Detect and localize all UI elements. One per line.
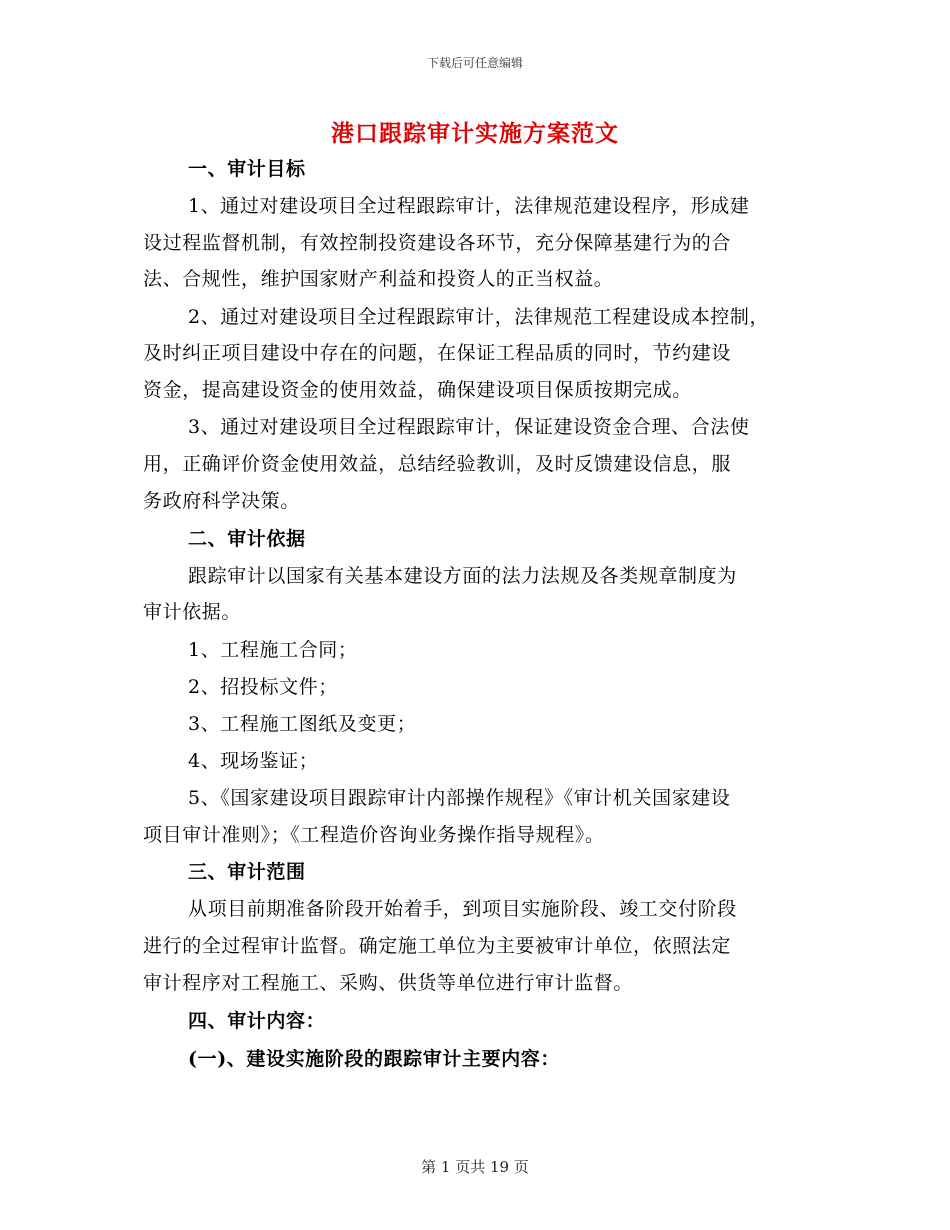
- subsection-heading: (一)、建设实施阶段的跟踪审计主要内容：: [188, 1048, 560, 1070]
- paragraph-line: 设过程监督机制，有效控制投资建设各环节，充分保障基建行为的合: [143, 232, 732, 254]
- list-item: 4、现场鉴证；: [188, 750, 319, 772]
- section-heading-2: 二、审计依据: [188, 528, 306, 550]
- section-heading-4: 四、审计内容：: [188, 1010, 326, 1032]
- document-title: 港口跟踪审计实施方案范文: [331, 120, 619, 147]
- paragraph-line: 3、通过对建设项目全过程跟踪审计，保证建设资金合理、合法使: [188, 416, 750, 438]
- list-item: 1、工程施工合同；: [188, 639, 358, 661]
- list-item: 2、招投标文件；: [188, 676, 338, 698]
- paragraph-line: 审计依据。: [143, 601, 242, 623]
- paragraph-line: 进行的全过程审计监督。确定施工单位为主要被审计单位，依照法定: [143, 935, 732, 957]
- section-heading-3: 三、审计范围: [188, 861, 306, 883]
- paragraph-line: 项目审计准则》；《工程造价咨询业务操作指导规程》。: [143, 824, 605, 846]
- paragraph-line: 法、合规性，维护国家财产利益和投资人的正当权益。: [143, 268, 614, 290]
- section-heading-1: 一、审计目标: [188, 158, 306, 180]
- list-item: 5、《国家建设项目跟踪审计内部操作规程》《审计机关国家建设: [188, 787, 731, 809]
- paragraph-line: 资金，提高建设资金的使用效益，确保建设项目保质按期完成。: [143, 379, 692, 401]
- paragraph-line: 用，正确评价资金使用效益，总结经验教训，及时反馈建设信息，服: [143, 453, 732, 475]
- paragraph-line: 从项目前期准备阶段开始着手，到项目实施阶段、竣工交付阶段: [188, 898, 737, 920]
- paragraph-line: 及时纠正项目建设中存在的问题，在保证工程品质的同时，节约建设: [143, 342, 732, 364]
- list-item: 3、工程施工图纸及变更；: [188, 713, 417, 735]
- paragraph-line: 2、通过对建设项目全过程跟踪审计，法律规范工程建设成本控制，: [188, 306, 770, 328]
- paragraph-line: 务政府科学决策。: [143, 490, 300, 512]
- paragraph-line: 1、通过对建设项目全过程跟踪审计，法律规范建设程序，形成建: [188, 195, 750, 217]
- paragraph-line: 审计程序对工程施工、采购、供货等单位进行审计监督。: [143, 972, 634, 994]
- paragraph-line: 跟踪审计以国家有关基本建设方面的法力法规及各类规章制度为: [188, 565, 737, 587]
- page-number: 第 1 页共 19 页: [421, 1158, 529, 1176]
- page-header-note: 下载后可任意编辑: [426, 56, 523, 70]
